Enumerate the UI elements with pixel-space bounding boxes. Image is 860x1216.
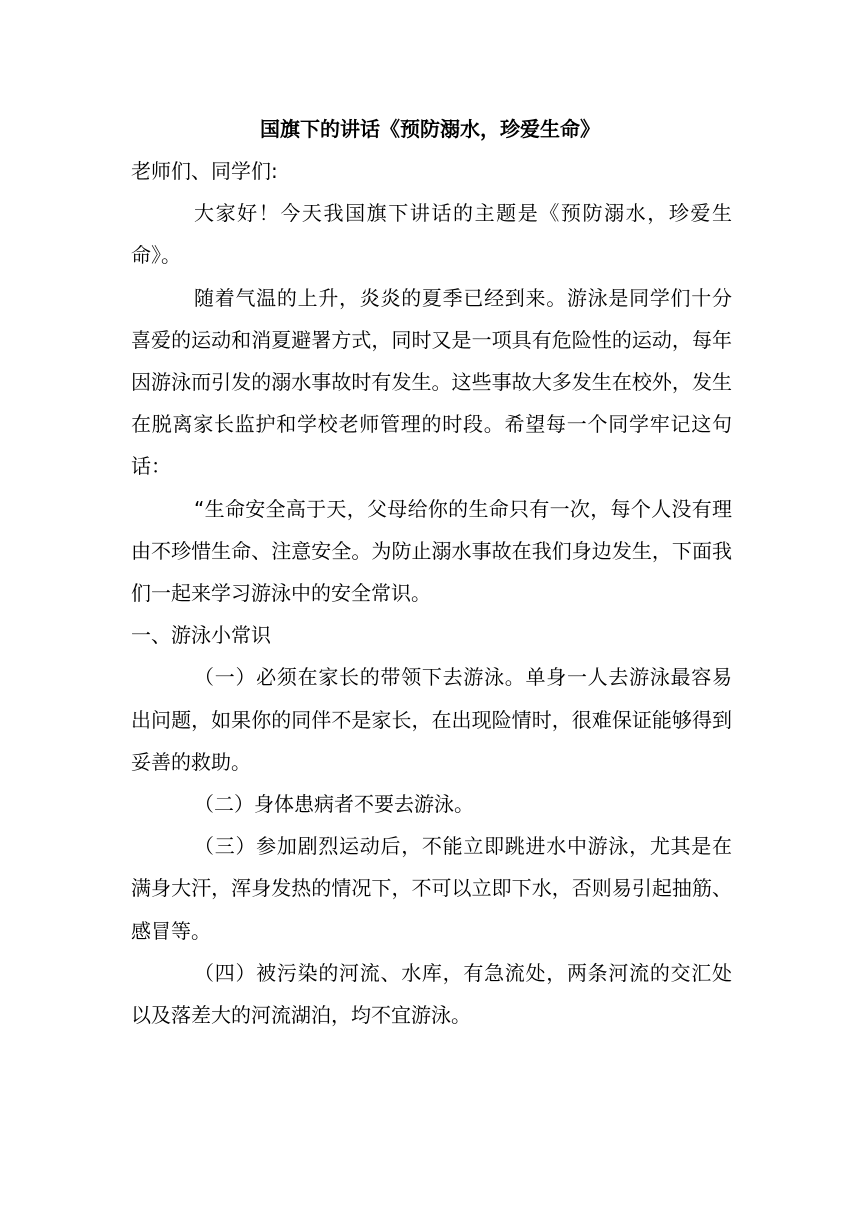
tip-item-3: （三）参加剧烈运动后，不能立即跳进水中游泳，尤其是在满身大汗，浑身发热的情况下，不可以立即下水，否则易引起抽筋、感冒等。	[131, 834, 732, 943]
paragraph-summer-swimming: 随着气温的上升，炎炎的夏季已经到来。游泳是同学们十分喜爱的运动和消夏避署方式，同时又是一项具有危险性的运动，每年因游泳而引发的溺水事故时有发生。这些事故大多发生在校外，发生在脱离家长监护和学校老师管理的时段。希望每一个同学牢记这句话：	[131, 285, 732, 479]
section-heading: 一、游泳小常识	[131, 623, 271, 648]
tip-item-1: （一）必须在家长的带领下去游泳。单身一人去游泳最容易出问题，如果你的同伴不是家长，在出现险情时，很难保证能够得到妥善的救助。	[131, 665, 732, 774]
document-body	[131, 150, 732, 1036]
tip-item-2: （二）身体患病者不要去游泳。	[194, 792, 474, 817]
document-title: 国旗下的讲话《预防溺水，珍爱生命》	[260, 117, 600, 141]
paragraph-safety-quote: “生命安全高于天，父母给你的生命只有一次，每个人没有理由不珍惜生命、注意安全。为防止溺水事故在我们身边发生，下面我们一起来学习游泳中的安全常识。	[131, 496, 732, 606]
paragraph-greeting: 大家好！今天我国旗下讲话的主题是《预防溺水，珍爱生命》。	[131, 201, 732, 268]
tip-item-4: （四）被污染的河流、水库，有急流处，两条河流的交汇处以及落差大的河流湖泊，均不宜游泳。	[131, 960, 732, 1028]
salutation: 老师们、同学们:	[131, 159, 278, 183]
